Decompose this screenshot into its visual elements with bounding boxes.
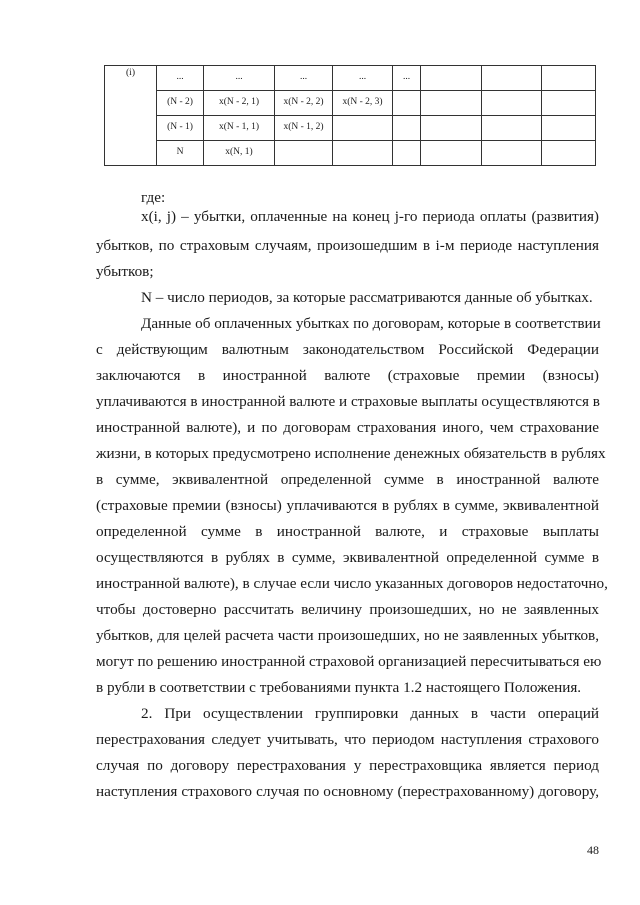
- text-line: уплачиваются в иностранной валюте и страховые выплаты осуществляются в: [96, 393, 600, 410]
- table-cell: [421, 141, 482, 166]
- table-cell: [333, 141, 393, 166]
- text-line: убытков;: [96, 263, 154, 280]
- text-line: определенной сумме в иностранной валюте, и страховые выплаты: [96, 523, 599, 540]
- text-line: могут по решению иностранной страховой организацией пересчитываться ею: [96, 653, 602, 670]
- table-cell: N: [157, 141, 204, 166]
- loss-triangle-table: [104, 65, 596, 166]
- table-row: [105, 141, 596, 166]
- table-row: [105, 91, 596, 116]
- table-cell: [482, 141, 542, 166]
- text-line: убытков, по страховым случаям, произошедшим в i-м периоде наступления: [96, 237, 599, 254]
- table-cell: [421, 66, 482, 91]
- text-line: иностранной валюте), и по договорам страхования иного, чем страхование: [96, 419, 599, 436]
- table-cell: x(N - 1, 2): [275, 116, 333, 141]
- table-cell: [421, 91, 482, 116]
- text-line: перестрахования следует учитывать, что периодом наступления страхового: [96, 731, 599, 748]
- table-cell: [393, 91, 421, 116]
- text-line: Данные об оплаченных убытках по договорам, которые в соответствии: [141, 315, 601, 332]
- page-number: 48: [587, 843, 599, 857]
- table-cell: [482, 66, 542, 91]
- table-row: [105, 66, 596, 91]
- text-line: осуществляются в рублях в сумме, эквивалентной определенной сумме в: [96, 549, 599, 566]
- text-line: x(i, j) – убытки, оплаченные на конец j-го периода оплаты (развития): [141, 208, 599, 225]
- table-cell: [421, 116, 482, 141]
- table-cell: ...: [393, 66, 421, 91]
- text-line: N – число периодов, за которые рассматриваются данные об убытках.: [141, 289, 593, 306]
- table-cell: [333, 116, 393, 141]
- table-cell: [482, 116, 542, 141]
- table-cell: [275, 141, 333, 166]
- text-line: чтобы достоверно рассчитать величину произошедших, но не заявленных: [96, 601, 599, 618]
- text-line: в сумме, эквивалентной определенной сумме в иностранной валюте: [96, 471, 599, 488]
- table-cell: [542, 91, 596, 116]
- table-cell: ...: [275, 66, 333, 91]
- text-line: в рубли в соответствии с требованиями пункта 1.2 настоящего Положения.: [96, 679, 582, 696]
- text-line: 2. При осуществлении группировки данных в части операций: [141, 705, 599, 722]
- table-cell: [542, 66, 596, 91]
- text-line: случая по договору перестрахования у перестраховщика является период: [96, 757, 599, 774]
- table-cell: ...: [204, 66, 275, 91]
- table-cell: x(N - 2, 1): [204, 91, 275, 116]
- text-line: жизни, в которых предусмотрено исполнение денежных обязательств в рублях: [96, 445, 606, 462]
- text-line: с действующим валютным законодательством Российской Федерации: [96, 341, 599, 358]
- table-cell: [482, 91, 542, 116]
- table-cell: [542, 116, 596, 141]
- table-cell: ...: [333, 66, 393, 91]
- table-cell: x(N - 1, 1): [204, 116, 275, 141]
- row-label-cell: (i): [105, 66, 157, 166]
- table-cell: x(N, 1): [204, 141, 275, 166]
- table-cell: ...: [157, 66, 204, 91]
- text-line: убытков, для целей расчета части произошедших, но не заявленных убытков,: [96, 627, 599, 644]
- text-line: заключаются в иностранной валюте (страховые премии (взносы): [96, 367, 599, 384]
- table-cell: (N - 2): [157, 91, 204, 116]
- table-cell: [542, 141, 596, 166]
- text-line: наступления страхового случая по основному (перестрахованному) договору,: [96, 783, 599, 800]
- text-line: иностранной валюте), в случае если число указанных договоров недостаточно,: [96, 575, 608, 592]
- table-cell: [393, 141, 421, 166]
- table-cell: (N - 1): [157, 116, 204, 141]
- table-cell: x(N - 2, 3): [333, 91, 393, 116]
- table-cell: [393, 116, 421, 141]
- where-label: где:: [141, 189, 166, 206]
- table-cell: x(N - 2, 2): [275, 91, 333, 116]
- table-row: [105, 116, 596, 141]
- text-line: (страховые премии (взносы) уплачиваются в рублях в сумме, эквивалентной: [96, 497, 599, 514]
